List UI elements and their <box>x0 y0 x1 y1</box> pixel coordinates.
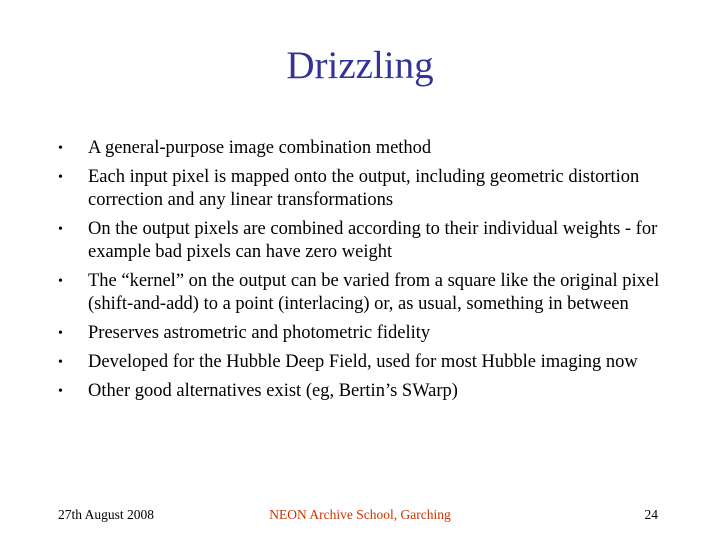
bullet-icon: • <box>58 222 63 237</box>
bullet-text: Preserves astrometric and photometric fidelity <box>88 323 431 343</box>
bullet-item <box>58 270 678 316</box>
bullet-text: A general-purpose image combination method <box>88 138 432 158</box>
bullet-text: Each input pixel is mapped onto the output, including geometric distortion correction and any linear transformations <box>88 167 640 210</box>
bullet-item <box>58 322 678 345</box>
footer-event: NEON Archive School, Garching <box>269 507 451 522</box>
footer-date: 27th August 2008 <box>58 507 155 522</box>
bullet-icon: • <box>58 355 63 370</box>
bullet-item <box>58 166 678 212</box>
bullet-item <box>58 218 678 264</box>
bullet-icon: • <box>58 384 63 399</box>
bullet-item <box>58 351 678 374</box>
bullet-item <box>58 380 678 403</box>
bullet-item <box>58 137 678 160</box>
bullet-icon: • <box>58 170 63 185</box>
bullet-list <box>58 137 678 409</box>
slide-title: Drizzling <box>286 44 434 87</box>
bullet-text: On the output pixels are combined according to their individual weights - for example bad pixels can have zero weight <box>88 219 658 262</box>
bullet-text: The “kernel” on the output can be varied from a square like the original pixel (shift-and-add) to a point (interlacing) or, as usual, something in between <box>88 271 660 314</box>
bullet-icon: • <box>58 141 63 156</box>
bullet-text: Developed for the Hubble Deep Field, used for most Hubble imaging now <box>88 352 638 372</box>
bullet-text: Other good alternatives exist (eg, Bertin’s SWarp) <box>88 381 458 401</box>
page-number: 24 <box>644 507 658 522</box>
bullet-icon: • <box>58 274 63 289</box>
bullet-icon: • <box>58 326 63 341</box>
